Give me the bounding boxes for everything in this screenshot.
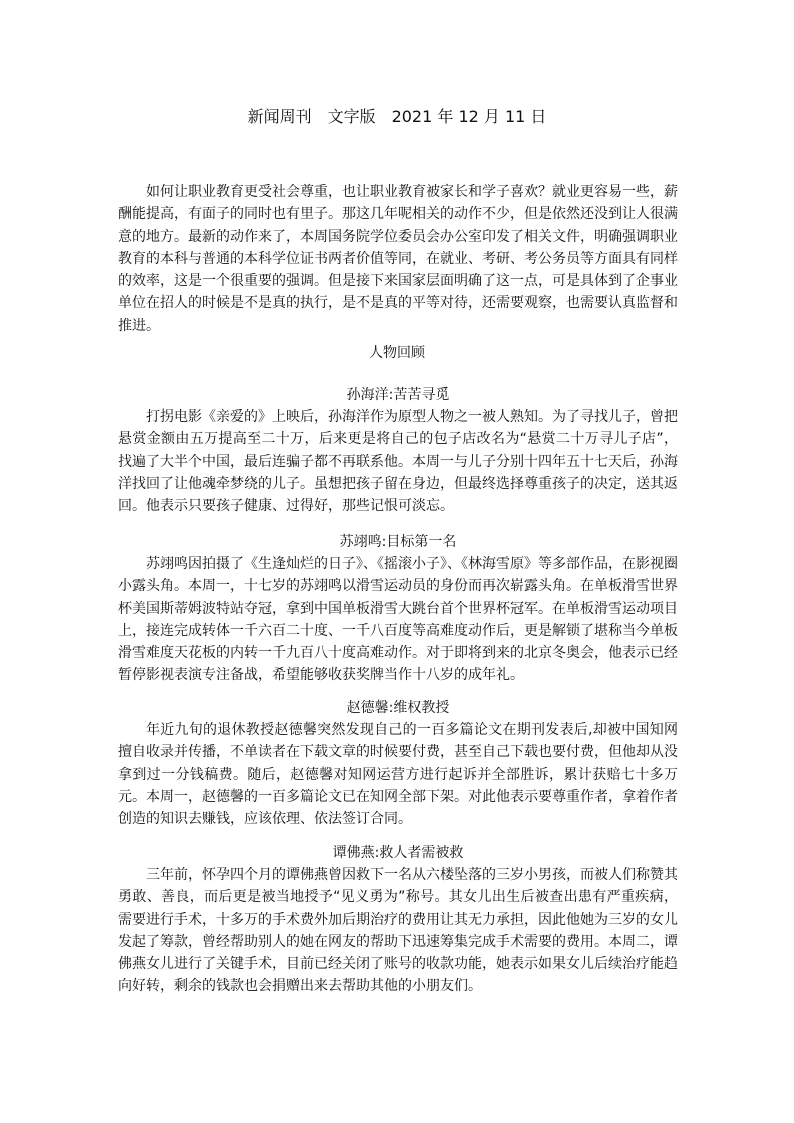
intro-paragraph: 如何让职业教育更受社会尊重，也让职业教育被家长和学子喜欢？就业更容易一些，薪酬能提高，有面子的同时也有里子。那这几年呢相关的动作不少，但是依然还没到让人很满意的地方。最新的动作来了，本周国务院学位委员会办公室印发了相关文件，明确强调职业教育的本科与普通的本科学位证书两者价值等同，在就业、考研、考公务员等方面具有同样的效率，这是一个很重要的强调。但是接下来国家层面明确了这一点，可是具体到了企事业单位在招人的时候是不是真的执行，是不是真的平等对待，还需要观察，也需要认真监督和推进。 xyxy=(118,184,678,334)
person-heading: 赵德馨:维权教授 xyxy=(346,700,450,716)
person-entry-zhao-dexin xyxy=(118,697,678,830)
person-heading: 苏翊鸣:目标第一名 xyxy=(339,534,457,550)
person-entry-tan-foyan xyxy=(118,842,678,998)
person-body: 苏翊鸣因拍摄了《生逢灿烂的日子》、《摇滚小子》、《林海雪原》等多部作品，在影视圈小露头角。本周一，十七岁的苏翊鸣以滑雪运动员的身份而再次崭露头角。在单板滑雪世界杯美国斯蒂姆波特站夺冠，拿到中国单板滑雪大跳台首个世界杯冠军。在单板滑雪运动项目上，接连完成转体一千六百二十度、一千八百度等高难度动作后，更是解锁了堪称当今单板滑雪难度天花板的内转一千九百八十度高难动作。对于即将到来的北京冬奥会，他表示已经暂停影视表演专注备战，希望能够收获奖牌当作十八岁的成年礼。 xyxy=(118,556,678,684)
person-body: 打拐电影《亲爱的》上映后，孙海洋作为原型人物之一被人熟知。为了寻找儿子，曾把悬赏金额由五万提高至二十万，后来更是将自己的包子店改名为“悬赏二十万寻儿子店”，找遍了大半个中国，最后连骗子都不再联系他。本周一与儿子分别十四年五十七天后，孙海洋找回了让他魂牵梦绕的儿子。虽想把孩子留在身边，但最终选择尊重孩子的决定，送其返回。他表示只要孩子健康、过得好，那些记恨可淡忘。 xyxy=(118,409,678,515)
person-entry-su-yiming xyxy=(118,531,678,687)
person-body: 年近九旬的退休教授赵德馨突然发现自己的一百多篇论文在期刊发表后,却被中国知网擅自收录并传播，不单读者在下载文章的时候要付费，甚至自己下载也要付费，但他却从没拿到过一分钱稿费。随后，赵德馨对知网运营方进行起诉并全部胜诉，累计获赔七十多万元。本周一，赵德馨的一百多篇论文已在知网全部下架。对此他表示要尊重作者，拿着作者创造的知识去赚钱，应该依理、依法签订合同。 xyxy=(118,722,678,828)
person-heading: 谭佛燕:救人者需被救 xyxy=(332,845,464,861)
person-body: 三年前，怀孕四个月的谭佛燕曾因救下一名从六楼坠落的三岁小男孩，而被人们称赞其勇敢、善良，而后更是被当地授予“见义勇为”称号。其女儿出生后被查出患有严重疾病，需要进行手术，十多万的手术费外加后期治疗的费用让其无力承担，因此他她为三岁的女儿发起了筹款，曾经帮助别人的她在网友的帮助下迅速筹集完成手术需要的费用。本周二，谭佛燕女儿进行了关键手术，目前已经关闭了账号的收款功能，她表示如果女儿后续治疗能趋向好转，剩余的钱款也会捐赠出来去帮助其他的小朋友们。 xyxy=(118,867,678,995)
section-title: 人物回顾 xyxy=(369,345,425,361)
person-heading: 孙海洋:苦苦寻觅 xyxy=(346,387,450,403)
page-title: 新闻周刊 文字版 2021 年 12 月 11 日 xyxy=(247,107,547,126)
person-entry-sun-haiyang xyxy=(118,384,678,517)
